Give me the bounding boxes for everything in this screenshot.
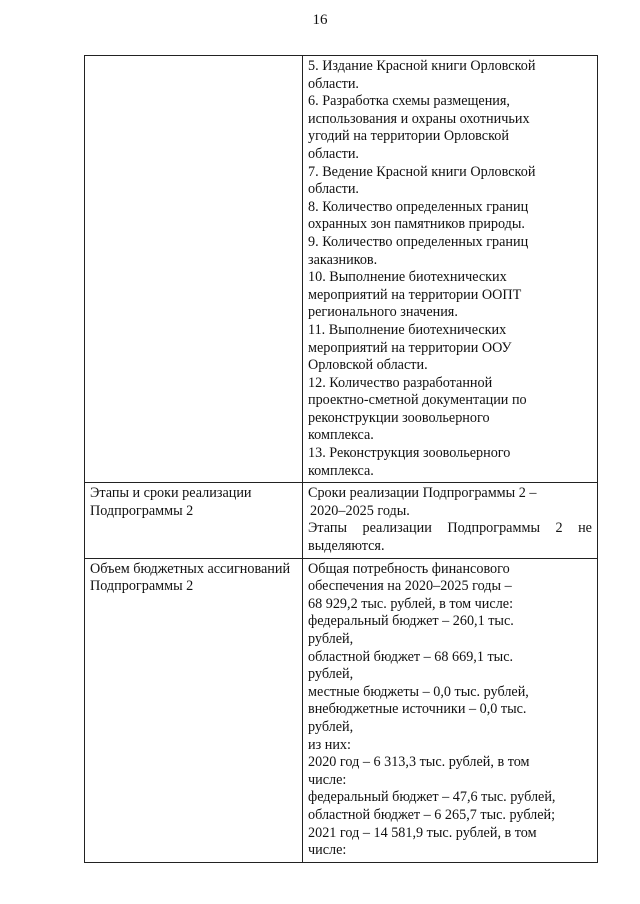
indicator-line: комплекса. (308, 462, 374, 479)
budget-line: 2021 год – 14 581,9 тыс. рублей, в том (308, 824, 537, 841)
row1-left-cell (85, 56, 303, 483)
indicator-line: заказников. (308, 251, 378, 268)
budget-line: числе: (308, 771, 347, 788)
budget-line: внебюджетные источники – 0,0 тыс. (308, 701, 527, 718)
row2-right-cell (303, 483, 598, 558)
budget-line: Общая потребность финансового (308, 560, 510, 577)
table-row-stages (85, 483, 598, 558)
indicator-line: 7. Ведение Красной книги Орловской (308, 163, 536, 180)
budget-line: областной бюджет – 6 265,7 тыс. рублей; (308, 806, 556, 823)
indicator-line: использования и охраны охотничьих (308, 110, 530, 127)
indicator-line: 13. Реконструкция зоовольерного (308, 445, 511, 462)
indicator-line: области. (308, 145, 359, 162)
budget-line: числе: (308, 842, 347, 859)
indicator-line: регионального значения. (308, 304, 458, 321)
budget-line: обеспечения на 2020–2025 годы – (308, 578, 512, 595)
budget-line: рублей, (308, 666, 354, 683)
table-row-indicators (85, 56, 598, 483)
indicator-line: области. (308, 75, 359, 92)
indicator-line: мероприятий на территории ООУ (308, 339, 512, 356)
row3-left-cell (85, 558, 303, 862)
budget-line: 2020 год – 6 313,3 тыс. рублей, в том (308, 754, 530, 771)
indicator-line: 6. Разработка схемы размещения, (308, 93, 510, 110)
stages-line: выделяются. (308, 538, 385, 555)
indicator-line: 10. Выполнение биотехнических (308, 269, 507, 286)
indicator-line: области. (308, 181, 359, 198)
row2-left-cell (85, 483, 303, 558)
budget-line: из них: (308, 736, 351, 753)
indicator-line: реконструкции зоовольерного (308, 409, 490, 426)
stages-line: 2020–2025 годы. (310, 502, 410, 519)
row-label-line: Объем бюджетных ассигнований (90, 560, 291, 577)
budget-line: 68 929,2 тыс. рублей, в том числе: (308, 595, 514, 612)
passport-table (84, 55, 598, 863)
indicator-line: угодий на территории Орловской (308, 128, 509, 145)
budget-line: областной бюджет – 68 669,1 тыс. (308, 648, 514, 665)
indicator-line: Орловской области. (308, 357, 428, 374)
table-row-budget (85, 558, 598, 862)
page-number: 16 (312, 12, 328, 28)
indicator-line: проектно-сметной документации по (308, 392, 527, 409)
row1-right-cell (303, 56, 598, 483)
stages-line: Этапы реализации Подпрограммы 2 не (308, 520, 592, 537)
indicator-line: 9. Количество определенных границ (308, 233, 529, 250)
indicator-line: охранных зон памятников природы. (308, 216, 525, 233)
indicator-line: 5. Издание Красной книги Орловской (308, 58, 536, 74)
budget-line: федеральный бюджет – 260,1 тыс. (308, 613, 514, 630)
indicator-line: 8. Количество определенных границ (308, 198, 529, 215)
budget-line: рублей, (308, 631, 354, 647)
row-label-line: Этапы и сроки реализации (90, 485, 252, 502)
budget-line: федеральный бюджет – 47,6 тыс. рублей, (308, 789, 556, 806)
row3-right-cell (303, 558, 598, 862)
indicator-line: 12. Количество разработанной (308, 374, 493, 391)
row-label-line: Подпрограммы 2 (90, 578, 194, 595)
stages-line: Сроки реализации Подпрограммы 2 – (308, 485, 537, 502)
budget-line: местные бюджеты – 0,0 тыс. рублей, (308, 683, 529, 700)
indicator-line: комплекса. (308, 427, 374, 444)
indicator-line: мероприятий на территории ООПТ (308, 286, 522, 303)
indicator-line: 11. Выполнение биотехнических (308, 321, 507, 338)
row-label-line: Подпрограммы 2 (90, 502, 194, 519)
budget-line: рублей, (308, 718, 354, 735)
